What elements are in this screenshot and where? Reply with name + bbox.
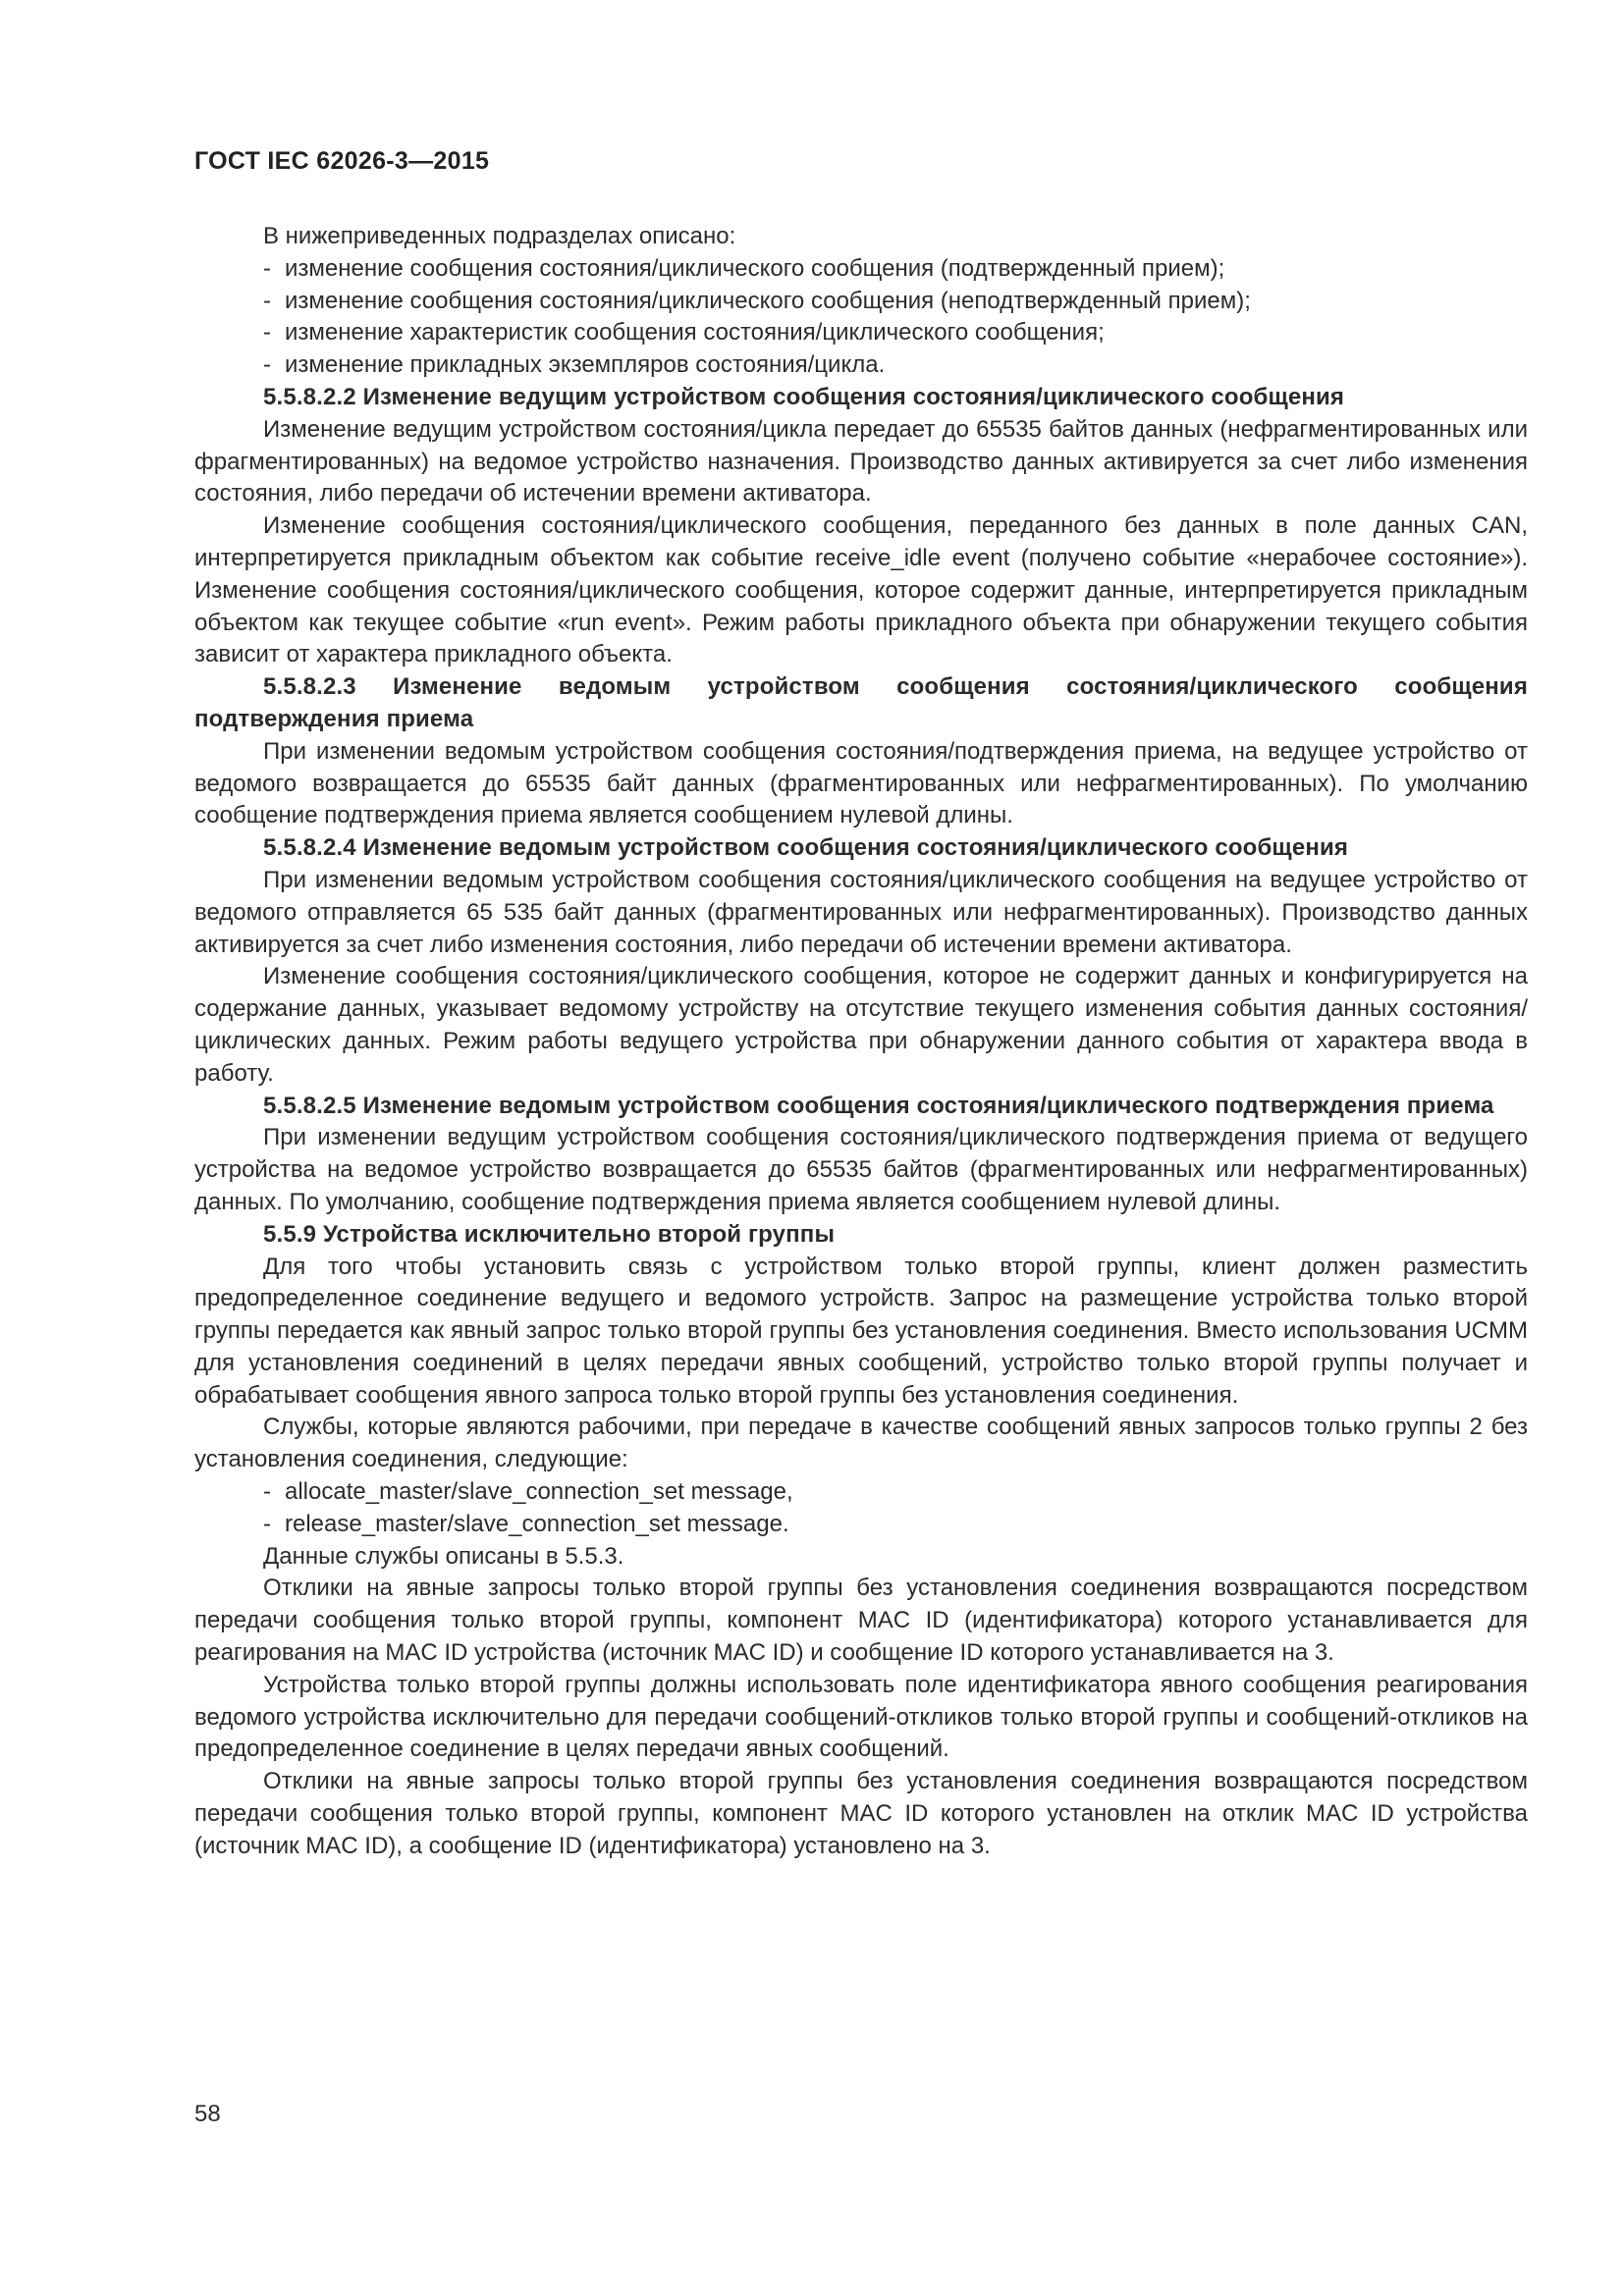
paragraph: Отклики на явные запросы только второй группы без установления соединения возвращаются посредством передачи сообщения только второй группы, компонент MAC ID которого установлен на отклик MAC ID устройства (источник MAC ID), а сообщение ID (идентификатора) установлено на 3. — [194, 1768, 1528, 1859]
list-item — [194, 253, 1528, 286]
list-item-text: изменение прикладных экземпляров состояния/цикла. — [285, 351, 886, 379]
list-item — [194, 1476, 1528, 1509]
section-heading-5-5-8-2-3: 5.5.8.2.3 Изменение ведомым устройством сообщения состояния/циклического сообщения подтверждения приема — [194, 673, 1528, 732]
paragraph: Отклики на явные запросы только второй группы без установления соединения возвращаются посредством передачи сообщения только второй группы, компонент MAC ID (идентификатора) которого устанавливается для реагирования на MAC ID устройства (источник MAC ID) и сообщение ID которого устанавливается на 3. — [194, 1575, 1528, 1667]
list-dash: - — [263, 1510, 271, 1537]
list-item-text: изменение сообщения состояния/циклического сообщения (подтвержденный прием); — [285, 254, 1225, 282]
page-content — [194, 221, 1528, 1863]
paragraph: Изменение сообщения состояния/циклического сообщения, переданного без данных в поле данных CAN, интерпретируется прикладным объектом как событие receive_idle event (получено событие «нерабочее состояние»). Изменение сообщения состояния/циклического сообщения, которое содержит данные, интерпретируется прикладным объектом как текущее событие «run event». Режим работы прикладного объекта при обнаружении текущего события зависит от характера прикладного объекта. — [194, 512, 1528, 668]
list-dash: - — [263, 351, 271, 379]
paragraph: При изменении ведомым устройством сообщения состояния/подтверждения приема, на ведущее устройство от ведомого возвращается до 65535 байт данных (фрагментированных или нефрагментированных). По умолчанию сообщение подтверждения приема является сообщением нулевой длины. — [194, 737, 1528, 829]
list-dash: - — [263, 287, 271, 314]
list-item — [194, 286, 1528, 318]
document-header: ГОСТ IEC 62026-3—2015 — [194, 147, 490, 175]
list-item-text: release_master/slave_connection_set message. — [285, 1510, 789, 1537]
paragraph: Устройства только второй группы должны использовать поле идентификатора явного сообщения реагирования ведомого устройства исключительно для передачи сообщений-откликов только второй группы и сообщений-откликов на предопределенное соединение в целях передачи явных сообщений. — [194, 1671, 1528, 1763]
list-item — [194, 349, 1528, 382]
paragraph: Службы, которые являются рабочими, при передаче в качестве сообщений явных запросов только группы 2 без установления соединения, следующие: — [194, 1414, 1528, 1473]
paragraph: Данные службы описаны в 5.5.3. — [263, 1542, 624, 1570]
list-item — [194, 1509, 1528, 1541]
section-heading-5-5-8-2-5: 5.5.8.2.5 Изменение ведомым устройством сообщения состояния/циклического подтверждения приема — [263, 1092, 1494, 1119]
section-heading-5-5-8-2-4: 5.5.8.2.4 Изменение ведомым устройством сообщения состояния/циклического сообщения — [263, 834, 1349, 862]
intro-paragraph: В нижеприведенных подразделах описано: — [263, 223, 736, 249]
list-item-text: изменение сообщения состояния/циклического сообщения (неподтвержденный прием); — [285, 287, 1251, 314]
list-item — [194, 317, 1528, 349]
list-item-text: allocate_master/slave_connection_set message, — [285, 1478, 793, 1506]
section-heading-5-5-8-2-2: 5.5.8.2.2 Изменение ведущим устройством сообщения состояния/циклического сообщения — [263, 383, 1345, 410]
page-number: 58 — [194, 2101, 221, 2127]
list-dash: - — [263, 1478, 271, 1506]
paragraph: При изменении ведомым устройством сообщения состояния/циклического сообщения на ведущее устройство от ведомого отправляется 65 535 байт данных (фрагментированных или нефрагментированных). Производство данных активируется за счет либо изменения состояния, либо передачи об истечении времени активатора. — [194, 866, 1528, 958]
paragraph: При изменении ведущим устройством сообщения состояния/циклического подтверждения приема от ведущего устройства на ведомое устройство возвращается до 65535 байтов (фрагментированных или нефрагментированных) данных. По умолчанию, сообщение подтверждения приема является сообщением нулевой длины. — [194, 1124, 1528, 1215]
list-dash: - — [263, 319, 271, 347]
paragraph: Изменение сообщения состояния/циклического сообщения, которое не содержит данных и конфигурируется на содержание данных, указывает ведомому устройству на отсутствие текущего изменения события данных состояния/циклических данных. Режим работы ведущего устройства при обнаружении данного события от характера ввода в работу. — [194, 963, 1528, 1087]
list-dash: - — [263, 254, 271, 282]
list-item-text: изменение характеристик сообщения состояния/циклического сообщения; — [285, 319, 1105, 347]
section-heading-5-5-9: 5.5.9 Устройства исключительно второй группы — [263, 1220, 836, 1248]
paragraph: Для того чтобы установить связь с устройством только второй группы, клиент должен разместить предопределенное соединение ведущего и ведомого устройств. Запрос на размещение устройства только второй группы передается как явный запрос только второй группы без установления соединения. Вместо использования UCMM для установления соединений в целях передачи явных сообщений, устройство только второй группы получает и обрабатывает сообщения явного запроса только второй группы без установления соединения. — [194, 1253, 1528, 1409]
paragraph: Изменение ведущим устройством состояния/цикла передает до 65535 байтов данных (нефрагментированных или фрагментированных) на ведомое устройство назначения. Производство данных активируется за счет либо изменения состояния, либо передачи об истечении времени активатора. — [194, 415, 1528, 507]
